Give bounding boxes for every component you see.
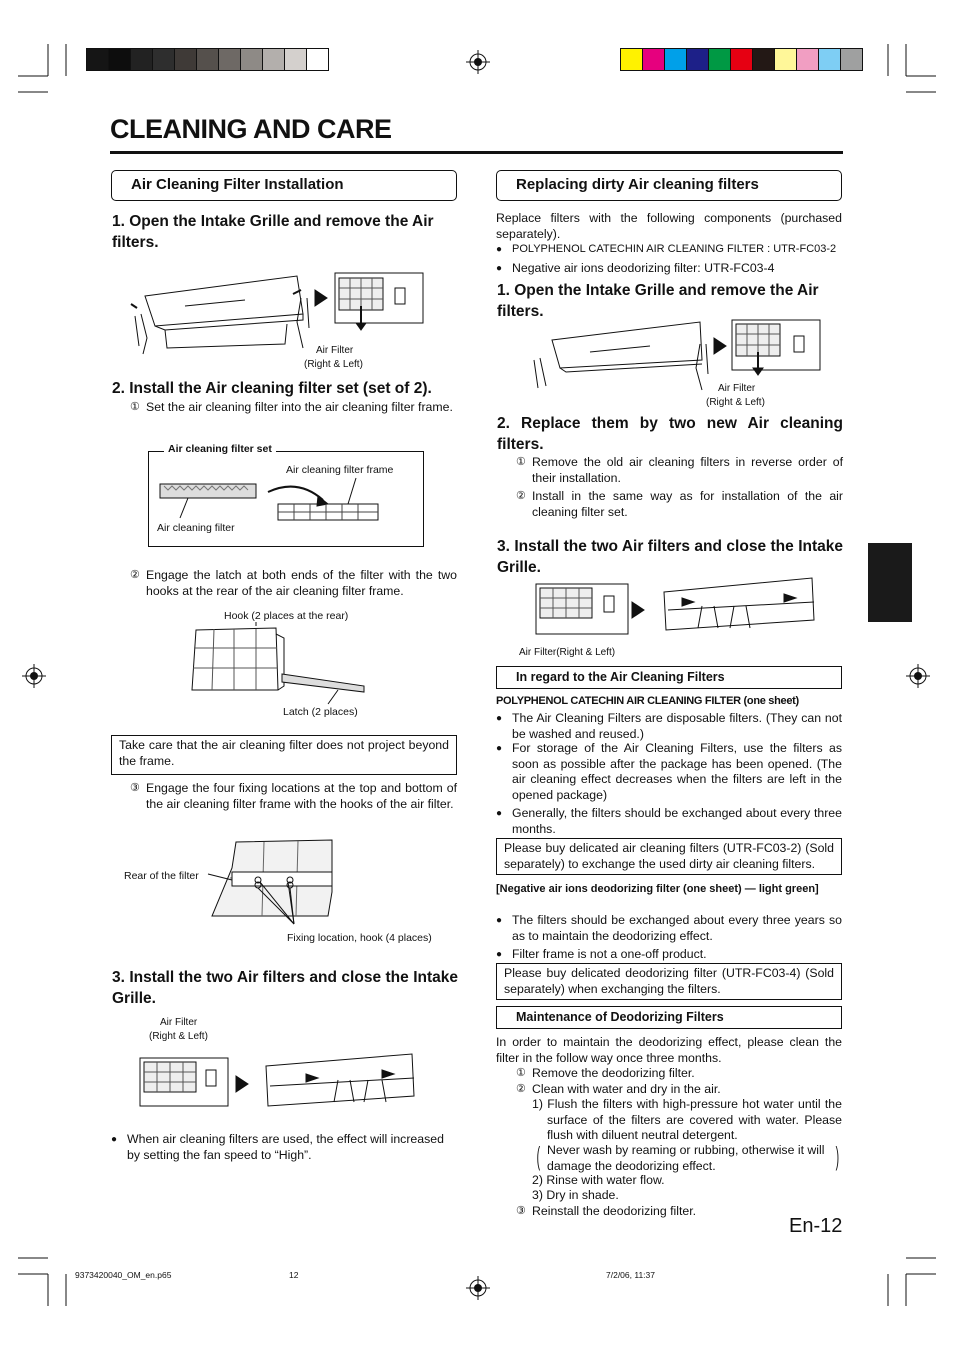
neg-box [496,963,842,1000]
footer-date: 7/2/06, 11:37 [606,1270,655,1280]
page-title: CLEANING AND CARE [110,114,392,144]
bullet: ● [111,1134,118,1145]
color-swatch [87,49,108,70]
component2-text: Negative air ions deodorizing filter: UTR-FC03-4 [512,261,775,275]
neg-bullet-1-text: The filters should be exchanged about every three years so as to maintain the deodorizing effect. [512,913,842,943]
color-swatch [708,49,730,70]
rear-label: Rear of the filter [124,870,199,882]
left-step2-item2 [130,568,457,599]
right-open-grille-illustration [530,318,830,394]
color-swatch [686,49,708,70]
poly-bullet-3 [496,806,842,837]
footer-file: 9373420040_OM_en.p65 [75,1270,172,1280]
maint-step-1 [516,1066,843,1082]
maint-step-2a-note [534,1143,842,1174]
color-swatch [664,49,686,70]
left-step2-item3-text: Engage the four fixing locations at the top and bottom of the air cleaning filter frame with the hooks of the air filter. [146,781,457,811]
right-intro: Replace filters with the following components (purchased separately). [496,211,842,241]
color-swatch [796,49,818,70]
color-swatch [730,49,752,70]
right-step2: 2. Replace them by two new Air cleaning filters. [497,415,843,453]
num-2: ② [516,490,526,502]
left-fig3-caption-1: Air Filter [160,1017,198,1028]
num-2: ② [516,1083,526,1095]
num-3: ③ [130,782,140,794]
maint-intro: In order to maintain the deodorizing effect, please clean the filter in the follow way once three months. [496,1035,842,1065]
rear-filter-illustration [208,838,358,926]
bullet: ● [496,263,503,274]
poly-box-text: Please buy delicated air cleaning filters (UTR-FC03-2) (Sold separately) to exchange the used dirty air cleaning filters. [504,841,834,871]
left-fig3-caption-2: (Right & Left) [149,1031,208,1042]
right-step2-item1 [516,455,843,486]
bullet: ● [496,713,503,724]
bullet: ● [496,949,503,960]
poly-box [496,838,842,875]
gray-color-bar [86,48,329,71]
neg-box-text: Please buy delicated deodorizing filter (UTR-FC03-4) (Sold separately) when exchanging the filters. [504,966,834,996]
num-1: ① [516,456,526,468]
color-swatch [306,49,328,70]
maint-step-1-text: Remove the deodorizing filter. [532,1066,695,1080]
poly-bullet-2-text: For storage of the Air Cleaning Filters, use the filters as soon as possible after the package has been opened. (The air cleaning effect decreases when the filters are left in the opened package) [512,741,842,802]
color-swatch [240,49,262,70]
poly-bullet-2 [496,741,842,803]
filter-frame-label: Air cleaning filter frame [286,464,394,476]
num-1: ① [130,401,140,413]
neg-bullet-2-text: Filter frame is not a one-off product. [512,947,707,961]
chapter-tab [868,543,912,622]
left-step2-item2-text: Engage the latch at both ends of the filter with the two hooks at the rear of the air cleaning filter frame. [146,568,457,598]
bullet: ● [496,743,503,754]
left-step2-item1 [130,400,457,416]
color-swatch [840,49,862,70]
neg-bullet-2 [496,947,842,963]
right-fig1-caption-1: Air Filter [718,383,756,394]
color-swatch [152,49,174,70]
right-section-title: Replacing dirty Air cleaning filters [496,170,842,201]
registration-mark-top [466,50,490,74]
maint-title-text: Maintenance of Deodorizing Filters [516,1010,724,1024]
bullet: ● [496,915,503,926]
bullet: ● [496,808,503,819]
left-note [111,1132,457,1163]
title-rule [110,151,843,154]
close-grille-illustration [138,1050,418,1114]
caution-text: Take care that the air cleaning filter does not project beyond the frame. [119,738,449,768]
bullet: ● [496,244,503,255]
latch-label: Latch (2 places) [283,706,358,718]
open-grille-illustration [125,268,425,358]
color-swatch [774,49,796,70]
maint-step-2a-note-text: Never wash by reaming or rubbing, otherwise it will damage the deodorizing effect. [547,1143,825,1173]
color-swatch [262,49,284,70]
registration-mark-left [22,664,46,688]
num-3: ③ [516,1205,526,1217]
left-step2: 2. Install the Air cleaning filter set (set of 2). [112,380,432,397]
component2 [496,261,842,277]
right-close-grille-illustration [534,576,824,638]
color-swatch [174,49,196,70]
process-color-bar [620,48,863,71]
hook-latch-illustration [188,624,368,696]
maint-step-3-text: Reinstall the deodorizing filter. [532,1204,697,1218]
regard-title-text: In regard to the Air Cleaning Filters [516,670,725,684]
left-step2-item3 [130,781,457,812]
registration-mark-bottom [466,1276,490,1300]
caution-box [111,735,457,775]
color-swatch [818,49,840,70]
maint-step-2b: 2) Rinse with water flow. [532,1173,665,1187]
left-fig1-caption-2: (Right & Left) [304,359,363,370]
num-2: ② [130,569,140,581]
color-swatch [284,49,306,70]
left-step3: 3. Install the two Air filters and close the Intake Grille. [112,969,458,1007]
maint-step-2-text: Clean with water and dry in the air. [532,1082,721,1096]
filter-set-label: Air cleaning filter set [164,443,276,456]
right-fig1-caption-2: (Right & Left) [706,397,765,408]
color-swatch [108,49,130,70]
left-step2-item1-text: Set the air cleaning filter into the air cleaning filter frame. [146,400,453,414]
footer-page: 12 [289,1270,299,1280]
registration-mark-right [906,664,930,688]
hook-label: Hook (2 places at the rear) [224,610,349,622]
color-swatch [621,49,642,70]
right-step2-item2 [516,489,843,520]
color-swatch [218,49,240,70]
neg-title: [Negative air ions deodorizing filter (one sheet) — light green] [496,883,819,895]
regard-title [496,666,842,689]
color-swatch [642,49,664,70]
left-fig1-caption-1: Air Filter [316,345,354,356]
left-note-text: When air cleaning filters are used, the effect will increased by setting the fan speed to “High”. [127,1132,444,1162]
maint-step-2 [516,1082,843,1098]
filter-set-illustration [158,478,388,528]
poly-bullet-1 [496,711,842,742]
right-step3: 3. Install the two Air filters and close the Intake Grille. [497,538,843,576]
right-step2-item1-text: Remove the old air cleaning filters in reverse order of their installation. [532,455,843,485]
bracket-right: ) [835,1141,840,1171]
filter-label: Air cleaning filter [157,522,235,534]
right-step1: 1. Open the Intake Grille and remove the Air filters. [497,282,819,320]
polyphenol-title: POLYPHENOL CATECHIN AIR CLEANING FILTER (one sheet) [496,695,799,707]
maint-step-2c: 3) Dry in shade. [532,1188,619,1202]
color-swatch [752,49,774,70]
page-number: En-12 [789,1215,843,1237]
maint-step-2a: 1) Flush the filters with high-pressure hot water until the surface of the filters are covered with water. Please flush with diluent neutral detergent. [532,1097,842,1142]
left-section-title: Air Cleaning Filter Installation [111,170,457,201]
color-swatch [130,49,152,70]
maint-title [496,1006,842,1029]
fixing-label: Fixing location, hook (4 places) [287,932,432,944]
bracket-left: ( [536,1141,541,1171]
component1-text: POLYPHENOL CATECHIN AIR CLEANING FILTER : UTR-FC03-2 [512,243,837,255]
component1 [496,242,842,258]
right-fig3-caption: Air Filter(Right & Left) [519,647,616,658]
num-1: ① [516,1067,526,1079]
right-step2-item2-text: Install in the same way as for installation of the air cleaning filter set. [532,489,843,519]
color-swatch [196,49,218,70]
poly-bullet-3-text: Generally, the filters should be exchanged about every three months. [512,806,842,836]
neg-bullet-1 [496,913,842,944]
left-step1: 1. Open the Intake Grille and remove the Air filters. [112,213,434,251]
poly-bullet-1-text: The Air Cleaning Filters are disposable filters. (They can not be washed and reused.) [512,711,842,741]
